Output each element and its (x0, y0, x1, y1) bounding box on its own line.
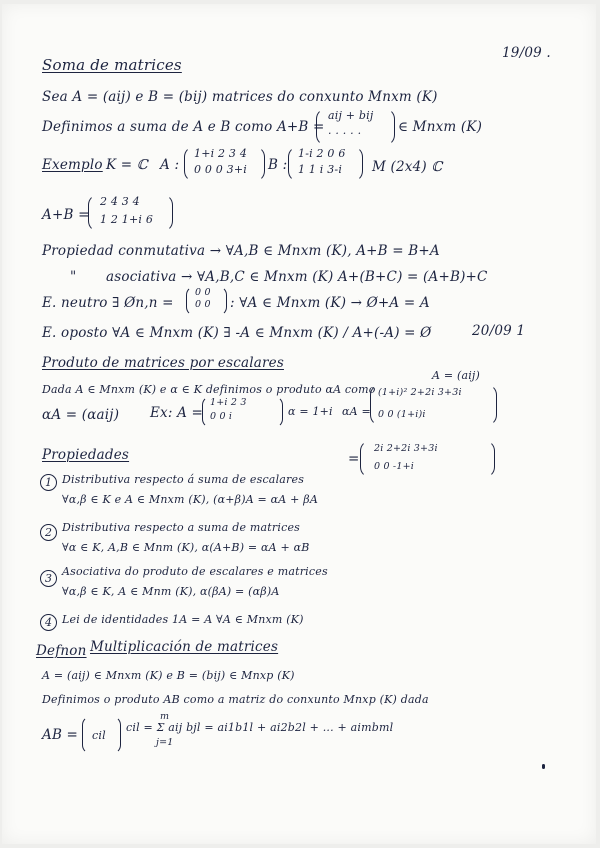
paren-left (186, 286, 195, 316)
section-title-propiedades: Propiedades (42, 447, 130, 463)
date-label-2: 20/09 1 (472, 323, 526, 339)
example-B-row-2: 1 1 i 3-i (298, 163, 343, 176)
example-space: M (2x4) ℂ (372, 159, 443, 175)
sum-result-row-1: 2 4 3 4 (100, 195, 140, 208)
example-A-row-2: 0 0 0 3+i (194, 163, 248, 176)
paren-right (384, 108, 395, 146)
prop-neutro: E. neutro ∃ Øn,n = (42, 295, 174, 311)
property-3-formula: ∀α,β ∈ K, A ∈ Mnm (K), α(βA) = (αβ)A (62, 585, 280, 598)
alpha-A-label: αA = (342, 405, 371, 418)
section-title-mult: Multiplicación de matrices (90, 639, 279, 655)
cil-formula: cil = Σ aij bjl = ai1b1l + ai2b2l + ... + aimbml (126, 721, 394, 734)
ab-label: AB = (42, 727, 79, 743)
alpha-A-row-2: 0 0 (1+i)i (378, 409, 426, 420)
zero-matrix-row-1: 0 0 (195, 287, 211, 298)
date-label: 19/09 . (502, 45, 551, 61)
prop-asociativa: asociativa → ∀A,B,C ∈ Mnxm (K) A+(B+C) = (A+B)+C (106, 269, 488, 285)
escalar-ex-label: Ex: A = (150, 405, 204, 421)
example-A-label: A : (160, 157, 180, 173)
property-1-text: Distributiva respecto á suma de escalares (62, 473, 305, 486)
example-B-label: B : (268, 157, 288, 173)
alpha-value: α = 1+i (288, 405, 333, 418)
escalar-line-1b: A = (aij) (432, 369, 481, 382)
suma-line-2: Definimos a suma de A e B como A+B = (42, 119, 325, 135)
example-A-row-1: 1+i 2 3 4 (194, 147, 248, 160)
example-field: K = ℂ (106, 157, 148, 173)
paren-right (484, 440, 495, 478)
sum-matrix-bottom: · · · · · (328, 127, 362, 140)
sum-lower-limit: j=1 (156, 737, 174, 748)
result-row-2: 0 0 -1+i (374, 461, 414, 472)
result-row-1: 2i 2+2i 3+3i (374, 443, 438, 454)
property-4-text: Lei de identidades 1A = A ∀A ∈ Mnxm (K) (62, 613, 304, 626)
section-title-suma: Soma de matrices (42, 56, 182, 74)
item-number-2: 2 (40, 524, 57, 541)
notebook-page (2, 4, 596, 844)
example-label: Exemplo (42, 157, 103, 173)
escalar-line-1: Dada A ∈ Mnxm (K) e α ∈ K definimos o produto αA como (42, 383, 376, 396)
paren-left (316, 108, 327, 146)
paren-right (254, 146, 265, 182)
section-title-escalar: Produto de matrices por escalares (42, 355, 284, 371)
alpha-A-row-1: (1+i)² 2+2i 3+3i (378, 387, 462, 398)
prop-oposto: E. oposto ∀A ∈ Mnxm (K) ∃ -A ∈ Mnxm (K) / A+(-A) = Ø (42, 325, 432, 341)
paren-right (112, 716, 121, 754)
equals-sign: = (348, 451, 360, 467)
prop-neutro-b: : ∀A ∈ Mnxm (K) → Ø+A = A (230, 295, 430, 311)
paren-right (352, 146, 363, 182)
paren-right (218, 286, 227, 316)
paren-right (162, 194, 173, 232)
paren-right (274, 396, 283, 428)
cil-entry: cil (92, 729, 106, 742)
paren-left (360, 440, 371, 478)
paren-right (486, 384, 497, 426)
property-2-formula: ∀α ∈ K, A,B ∈ Mnm (K), α(A+B) = αA + αB (62, 541, 310, 554)
item-number-3: 3 (40, 570, 57, 587)
sum-result-row-2: 1 2 1+i 6 (100, 213, 154, 226)
mult-line-2: Definimos o produto AB como a matriz do conxunto Mnxp (K) dada (42, 693, 429, 706)
suma-line-2b: ∈ Mnxm (K) (398, 119, 483, 135)
mult-line-1: A = (aij) ∈ Mnxm (K) e B = (bij) ∈ Mnxp (K) (42, 669, 295, 682)
sum-result-label: A+B = (42, 207, 90, 223)
escalar-ex-row-2: 0 0 i (210, 411, 233, 422)
property-3-text: Asociativa do produto de escalares e matrices (62, 565, 328, 578)
zero-matrix-row-2: 0 0 (195, 299, 211, 310)
item-number-1: 1 (40, 474, 57, 491)
paren-left (82, 716, 91, 754)
item-number-4: 4 (40, 614, 57, 631)
paren-left (88, 194, 99, 232)
ditto-mark: " (70, 269, 77, 285)
prop-conmutativa: Propiedad conmutativa → ∀A,B ∈ Mnxm (K), A+B = B+A (42, 243, 440, 259)
defnon-label: Defnon (36, 643, 87, 659)
suma-line-1: Sea A = (aij) e B = (bij) matrices do conxunto Mnxm (K) (42, 89, 438, 105)
property-2-text: Distributiva respecto a suma de matrices (62, 521, 300, 534)
escalar-ex-row-1: 1+i 2 3 (210, 397, 247, 408)
property-1-formula: ∀α,β ∈ K e A ∈ Mnxm (K), (α+β)A = αA + βA (62, 493, 318, 506)
escalar-line-2: αA = (αaij) (42, 407, 120, 423)
ink-mark (542, 764, 545, 769)
example-B-row-1: 1-i 2 0 6 (298, 147, 346, 160)
sum-upper-limit: m (160, 711, 170, 722)
sum-matrix-top: aij + bij (328, 109, 374, 122)
